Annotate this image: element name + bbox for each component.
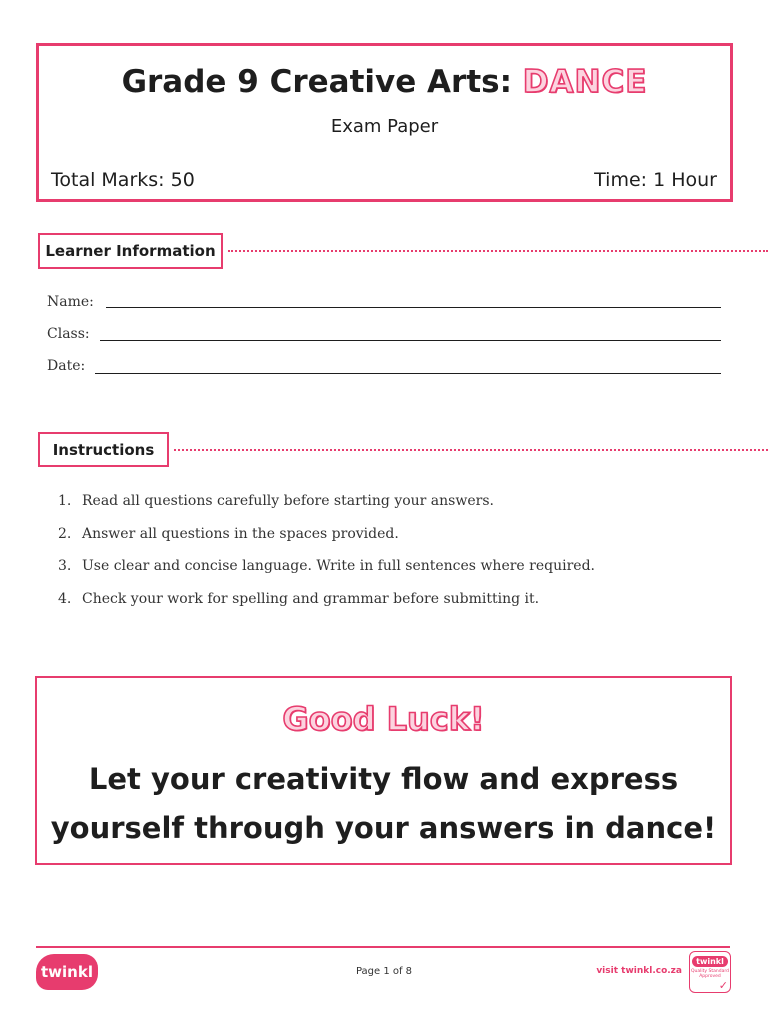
good-luck-title: Good Luck! [282, 700, 485, 738]
instruction-text: Use clear and concise language. Write in full sentences where required. [82, 558, 595, 574]
instruction-number: 1. [58, 493, 72, 509]
instruction-number: 2. [58, 526, 72, 542]
learner-info-heading-label: Learner Information [45, 242, 216, 260]
learner-info-heading [38, 233, 223, 269]
subtitle: Exam Paper [330, 116, 439, 137]
quality-badge-icon [689, 951, 731, 993]
checkmark-icon: ✓ [718, 979, 728, 992]
name-label: Name: [47, 294, 94, 310]
instruction-item [58, 591, 539, 607]
title-prefix: Grade 9 Creative Arts: [121, 64, 523, 100]
total-marks: Total Marks: 50 [51, 169, 195, 191]
badge-brand: twinkl [692, 956, 728, 967]
instruction-number: 3. [58, 558, 72, 574]
footer-divider [36, 946, 730, 948]
title-accent: DANCE [522, 64, 648, 100]
good-luck-message-line1: Let your creativity flow and express [88, 762, 679, 796]
class-field[interactable] [100, 340, 721, 341]
instruction-item [58, 526, 399, 542]
header-box [36, 43, 733, 202]
page-title [39, 64, 730, 100]
instruction-item [58, 493, 494, 509]
learner-info-divider [228, 250, 768, 252]
instructions-heading [38, 432, 169, 467]
date-field[interactable] [95, 373, 721, 374]
instruction-item [58, 558, 595, 574]
instruction-text: Check your work for spelling and grammar before submitting it. [82, 591, 540, 607]
logo-text: twinkl [41, 963, 93, 981]
visit-link[interactable]: visit twinkl.co.za [596, 966, 682, 976]
instruction-text: Answer all questions in the spaces provided. [82, 526, 399, 542]
instruction-number: 4. [58, 591, 72, 607]
class-label: Class: [47, 326, 90, 342]
time-limit: Time: 1 Hour [594, 169, 717, 191]
instruction-text: Read all questions carefully before starting your answers. [82, 493, 494, 509]
good-luck-box [35, 676, 732, 865]
badge-text: Quality Standard Approved [691, 969, 729, 979]
good-luck-message-line2: yourself through your answers in dance! [50, 811, 717, 845]
page-number: Page 1 of 8 [355, 966, 413, 977]
instructions-heading-label: Instructions [52, 440, 155, 459]
date-label: Date: [47, 358, 86, 374]
name-field[interactable] [106, 307, 721, 308]
instructions-divider [174, 449, 768, 451]
